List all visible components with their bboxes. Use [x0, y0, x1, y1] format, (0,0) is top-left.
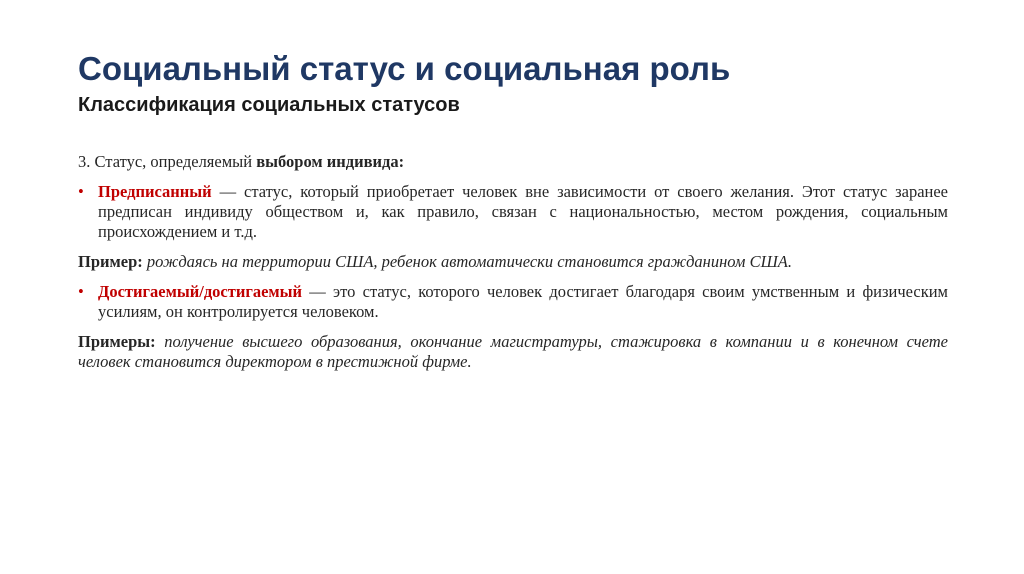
bullet-icon: •	[78, 182, 84, 201]
intro-bold: выбором индивида:	[256, 152, 405, 171]
example-text-1: рождаясь на территории США, ребенок автоматически становится гражданином США.	[142, 252, 793, 271]
slide-title: Социальный статус и социальная роль	[78, 50, 731, 87]
bullet-icon: •	[78, 282, 84, 301]
example-paragraph-2	[78, 332, 948, 372]
example-paragraph-1	[78, 252, 948, 272]
slide-content	[78, 152, 948, 382]
term-achieved: Достигаемый/достигаемый	[98, 282, 303, 301]
example-label-2: Примеры:	[78, 332, 156, 351]
intro-prefix: 3. Статус, определяемый	[78, 152, 257, 171]
slide-subtitle: Классификация социальных статусов	[78, 94, 460, 116]
example-label-1: Пример:	[78, 252, 143, 271]
term-ascribed: Предписанный	[98, 182, 212, 201]
definition-achieved: — это статус, которого человек достигает благодаря своим умственным и физическим усилиям, он контролируется человеком.	[98, 282, 948, 321]
intro-paragraph	[78, 152, 948, 172]
bullet-item-achieved	[78, 282, 948, 322]
definition-ascribed: — статус, который приобретает человек вне зависимости от своего желания. Этот статус заранее предписан индивиду обществом и, как правило, связан с национальностью, местом рождения, социальным происхождением и т.д.	[98, 182, 948, 241]
example-text-2: получение высшего образования, окончание магистратуры, стажировка в компании и в конечном счете человек становится директором в престижной фирме.	[78, 332, 948, 371]
bullet-item-ascribed	[78, 182, 948, 242]
